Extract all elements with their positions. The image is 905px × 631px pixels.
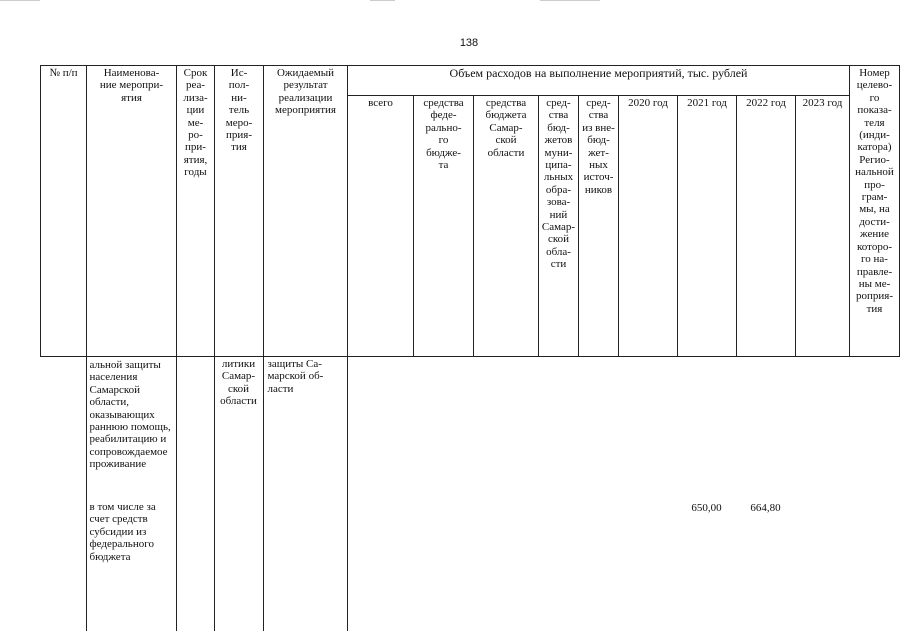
table-body <box>40 357 899 631</box>
scan-artifact <box>540 0 600 1</box>
header-year-2022: 2022 год <box>737 96 796 357</box>
header-expenditure-volume: Объем расходов на выполнение мероприятий, тыс. рублей <box>348 66 850 96</box>
table-row <box>40 357 899 497</box>
table-row <box>40 497 899 631</box>
header-offbudget-funds: сред- ства из вне- бюд- жет- ных источ- ников <box>579 96 619 357</box>
row2-activity-name: в том числе за счет средств субсидии из федерального бюджета <box>86 497 176 631</box>
header-number: № п/п <box>41 66 87 357</box>
header-term: Срок реа- лиза- ции ме- ро- при- ятия, годы <box>177 66 215 357</box>
header-target-indicator: Номер целево- го показа- теля (инди- катора) Регио- нальной про- грам- мы, на дости- жение которо- го на- правле- ны ме- роприя- тия <box>850 66 900 357</box>
header-federal-funds: средства феде- рально- го бюдже- та <box>414 96 474 357</box>
header-municipal-funds: сред- ства бюд- жетов муни- ципа- льных обра- зова- ний Самар- ской обла- сти <box>539 96 579 357</box>
header-activity-name: Наименова- ние меропри- ятия <box>87 66 177 357</box>
header-total: всего <box>348 96 414 357</box>
scan-artifact <box>0 0 40 1</box>
row2-value-2022: 664,80 <box>750 502 781 514</box>
header-regional-funds: средства бюджета Самар- ской области <box>474 96 539 357</box>
header-expected-result: Ожидаемый результат реализации мероприятия <box>264 66 348 357</box>
page-number: 138 <box>459 37 479 49</box>
row1-activity-name: альной защиты населения Самарской области, оказывающих раннюю помощь, реабилитацию и сопровождаемое проживание <box>86 357 176 497</box>
header-year-2023: 2023 год <box>796 96 850 357</box>
row1-expected-result: защиты Са- марской об- ласти <box>263 357 347 497</box>
header-executor: Ис- пол- ни- тель меро- прия- тия <box>215 66 264 357</box>
row2-value-2021: 650,00 <box>691 502 722 514</box>
table-header <box>40 65 900 357</box>
row1-executor: литики Самар- ской области <box>214 357 263 497</box>
scan-artifact <box>370 0 395 1</box>
header-year-2021: 2021 год <box>678 96 737 357</box>
header-year-2020: 2020 год <box>619 96 678 357</box>
